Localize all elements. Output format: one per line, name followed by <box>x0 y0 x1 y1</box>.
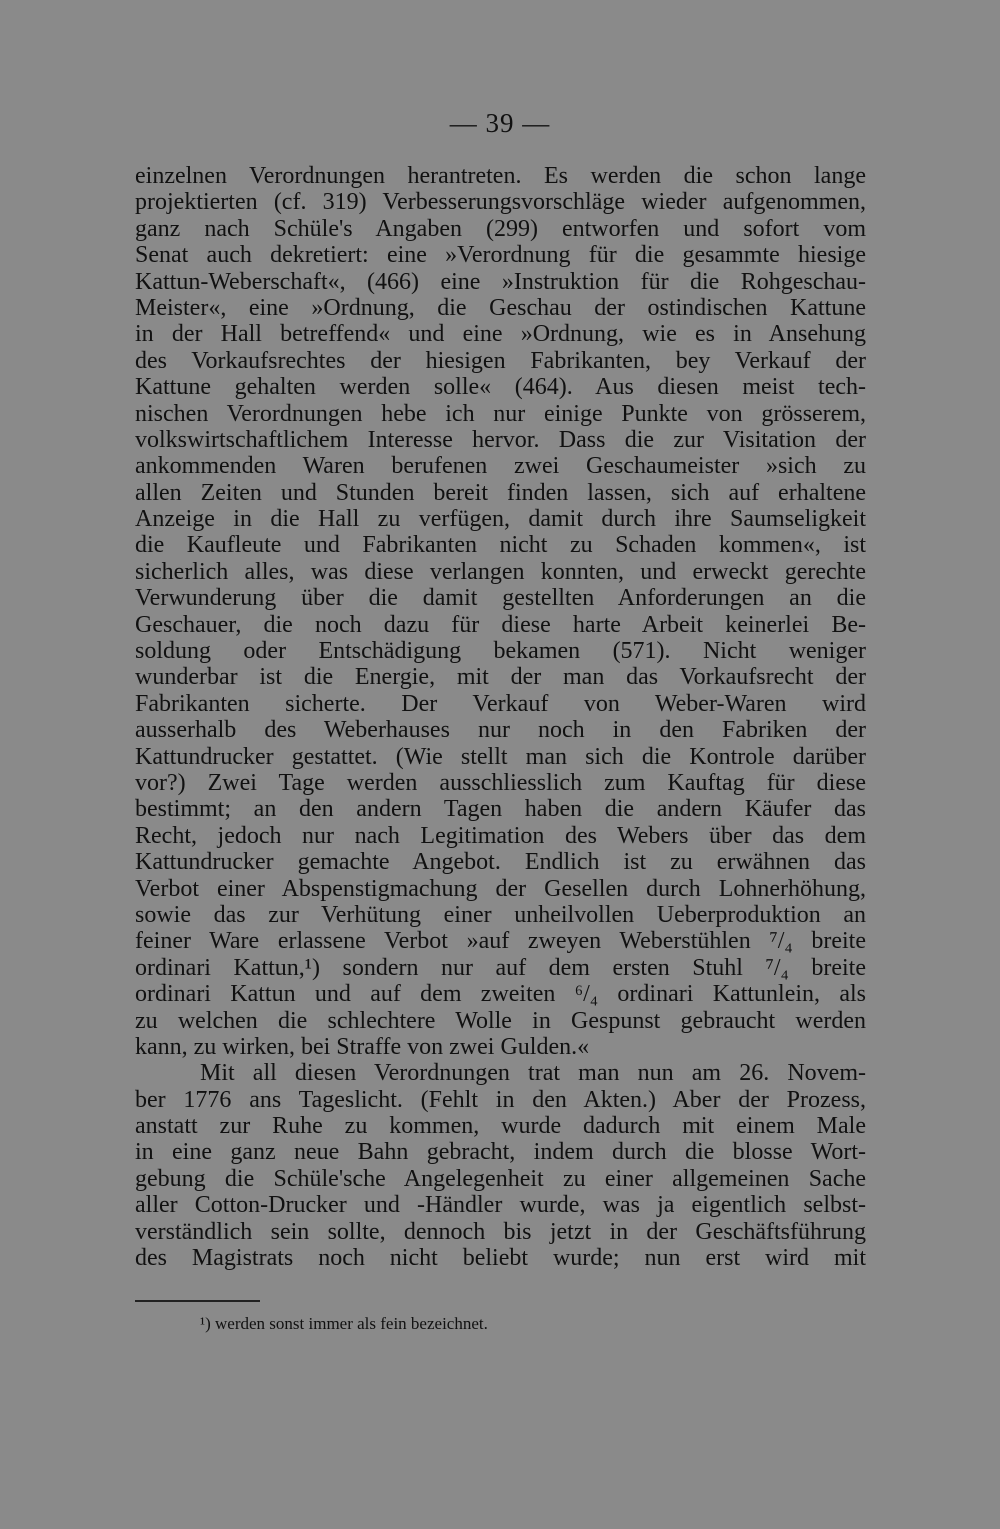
body-text <box>135 163 866 1271</box>
text-line: nischen Verordnungen hebe ich nur einige Punkte von grösserem, <box>135 400 866 427</box>
text-line: Kattune gehalten werden solle« (464). Aus diesen meist tech- <box>135 374 866 401</box>
text-line: volkswirtschaftlichem Interesse hervor. Dass die zur Visitation der <box>135 426 866 453</box>
footnote: ¹) werden sonst immer als fein bezeichnet. <box>200 1314 488 1333</box>
text-line: Senat auch dekretiert: eine »Verordnung für die gesammte hiesige <box>135 242 866 269</box>
text-line: feiner Ware erlassene Verbot »auf zweyen Weberstühlen ⁷/₄ breite <box>135 928 866 955</box>
text-line: verständlich sein sollte, dennoch bis jetzt in der Geschäftsführung <box>135 1218 866 1245</box>
text-line: wunderbar ist die Energie, mit der man das Vorkaufsrecht der <box>135 664 866 691</box>
text-line: Kattun-Weberschaft«, (466) eine »Instruktion für die Rohgeschau- <box>135 268 866 295</box>
text-line: Kattundrucker gemachte Angebot. Endlich ist zu erwähnen das <box>135 849 866 876</box>
text-line: aller Cotton-Drucker und -Händler wurde, was ja eigentlich selbst- <box>135 1192 866 1219</box>
text-line: Fabrikanten sicherte. Der Verkauf von Weber-Waren wird <box>135 690 866 717</box>
text-line: Mit all diesen Verordnungen trat man nun am 26. Novem- <box>200 1060 866 1087</box>
text-line: einzelnen Verordnungen herantreten. Es werden die schon lange <box>135 163 866 189</box>
text-line: vor?) Zwei Tage werden ausschliesslich zum Kauftag für diese <box>135 769 866 796</box>
text-line: allen Zeiten und Stunden bereit finden lassen, sich auf erhaltene <box>135 479 866 506</box>
text-line: ordinari Kattun,¹) sondern nur auf dem ersten Stuhl ⁷/₄ breite <box>135 954 866 981</box>
text-line: Verbot einer Abspenstigmachung der Gesellen durch Lohnerhöhung, <box>135 875 866 902</box>
text-line: ber 1776 ans Tageslicht. (Fehlt in den Akten.) Aber der Prozess, <box>135 1086 866 1113</box>
text-line: in der Hall betreffend« und eine »Ordnung, wie es in Ansehung <box>135 321 866 348</box>
text-line: Meister«, eine »Ordnung, die Geschau der ostindischen Kattune <box>135 294 866 321</box>
text-line: Kattundrucker gestattet. (Wie stellt man sich die Kontrole darüber <box>135 743 866 770</box>
text-line: zu welchen die schlechtere Wolle in Gespunst gebraucht werden <box>135 1007 866 1034</box>
text-line: sicherlich alles, was diese verlangen konnten, und erweckt gerechte <box>135 558 866 585</box>
text-line: soldung oder Entschädigung bekamen (571). Nicht weniger <box>135 638 866 665</box>
text-line: ganz nach Schüle's Angaben (299) entworfen und sofort vom <box>135 215 866 242</box>
text-line: kann, zu wirken, bei Straffe von zwei Gulden.« <box>135 1033 590 1060</box>
text-line: des Magistrats noch nicht beliebt wurde; nun erst wird mit <box>135 1245 866 1272</box>
footnote-divider <box>135 1300 260 1302</box>
text-line: die Kaufleute und Fabrikanten nicht zu Schaden kommen«, ist <box>135 532 866 559</box>
text-line: anstatt zur Ruhe zu kommen, wurde dadurch mit einem Male <box>135 1113 866 1140</box>
text-line: Geschauer, die noch dazu für diese harte Arbeit keinerlei Be- <box>135 611 866 638</box>
text-line: ordinari Kattun und auf dem zweiten ⁶/₄ ordinari Kattunlein, als <box>135 981 866 1008</box>
text-line: Anzeige in die Hall zu verfügen, damit durch ihre Saumseligkeit <box>135 506 866 533</box>
text-line: projektierten (cf. 319) Verbesserungsvorschläge wieder aufgenommen, <box>135 189 866 216</box>
text-line: ausserhalb des Weberhauses nur noch in den Fabriken der <box>135 717 866 744</box>
page-number: — 39 — <box>449 108 551 138</box>
text-line: bestimmt; an den andern Tagen haben die andern Käufer das <box>135 796 866 823</box>
text-line: gebung die Schüle'sche Angelegenheit zu einer allgemeinen Sache <box>135 1165 866 1192</box>
text-line: Verwunderung über die damit gestellten Anforderungen an die <box>135 585 866 612</box>
text-line: sowie das zur Verhütung einer unheilvollen Ueberproduktion an <box>135 901 866 928</box>
text-line: in eine ganz neue Bahn gebracht, indem durch die blosse Wort- <box>135 1139 866 1166</box>
text-line: ankommenden Waren berufenen zwei Geschaumeister »sich zu <box>135 453 866 480</box>
text-line: des Vorkaufsrechtes der hiesigen Fabrikanten, bey Verkauf der <box>135 347 866 374</box>
text-line: Recht, jedoch nur nach Legitimation des Webers über das dem <box>135 822 866 849</box>
